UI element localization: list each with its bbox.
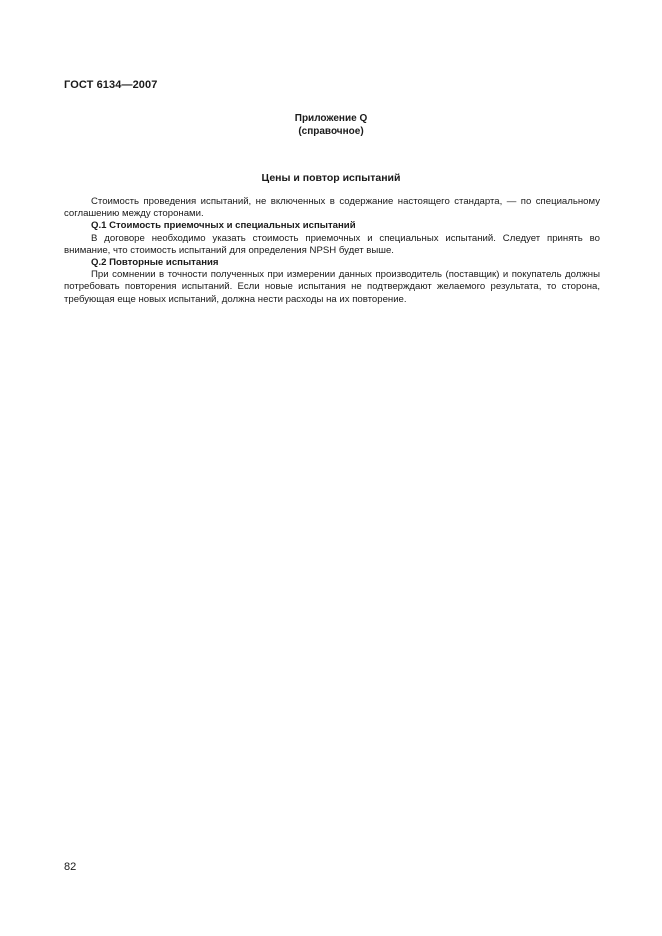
- q2-heading: Q.2 Повторные испытания: [91, 257, 219, 269]
- q1-paragraph: В договоре необходимо указать стоимость приемочных и специальных испытаний. Следует принять во внимание, что стоимость испытаний для определения NPSH будет выше.: [64, 232, 600, 256]
- appendix-heading: [260, 112, 402, 138]
- section-title: Цены и повтор испытаний: [261, 172, 401, 184]
- appendix-subtitle: (справочное): [298, 126, 364, 137]
- intro-paragraph: Стоимость проведения испытаний, не включенных в содержание настоящего стандарта, — по специальному соглашению между сторонами.: [64, 196, 600, 220]
- page-number: 82: [64, 861, 77, 873]
- appendix-title: Приложение Q: [294, 113, 368, 124]
- standard-header: ГОСТ 6134—2007: [64, 79, 158, 91]
- q2-paragraph: При сомнении в точности полученных при измерении данных производитель (поставщик) и покупатель должны потребовать повторения испытаний. Если новые испытания не подтверждают желаемого результата, то сторона, требующая еще новых испытаний, должна нести расходы на их повторение.: [64, 269, 600, 305]
- q1-heading: Q.1 Стоимость приемочных и специальных испытаний: [91, 220, 356, 232]
- body-text: [64, 196, 600, 306]
